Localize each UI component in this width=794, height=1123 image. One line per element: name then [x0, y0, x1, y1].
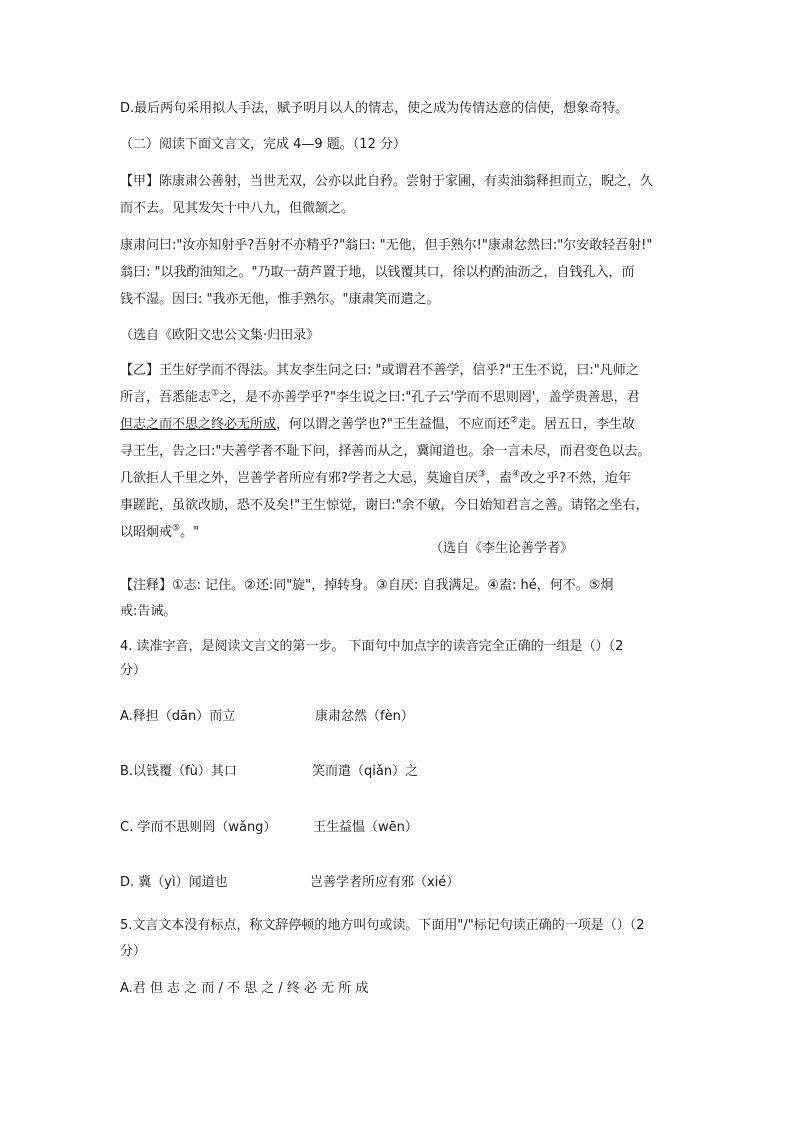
footnote-mark: ④ [512, 469, 521, 480]
passage-yi-line: 寻王生，告之曰:"夫善学者不耻下问，择善而从之，冀闻道也。余一言未尽，而君变色以去。 [120, 444, 651, 459]
text-segment: 之，是不亦善学乎?"李生说之曰:"孔子云'学而不思则罔'，盖学贵善思，君 [219, 390, 640, 405]
question-5-stem: 5.文言文本没有标点，称文辞停顿的地方叫句或读。下面用"/"标记句读正确的一项是（）（2 [120, 918, 645, 933]
text-segment: 所言，吾悉能志 [120, 390, 212, 405]
text-segment: 改之乎?不然，迨年 [520, 471, 631, 486]
passage-yi-line: 事蹉跎，虽欲改励，恐不及矣!"王生惊觉，谢曰:"余不敏，今日始知君言之善。请铭之坐右， [120, 498, 649, 513]
option-a-right: 康肃忿然（fèn） [315, 709, 414, 724]
option-c-right: 王生益愠（wēn） [313, 820, 418, 835]
footnote-mark: ⑤ [172, 523, 181, 534]
footnote-mark: ② [509, 415, 518, 426]
passage-yi-source: （选自《李生论善学者》 [430, 541, 574, 556]
option-b-right: 笑而遣（qiǎn）之 [312, 764, 419, 779]
passage-jia-line: 【甲】陈康肃公善射，当世无双，公亦以此自矜。尝射于家圃，有卖油翁释担而立，睨之，久 [120, 174, 654, 189]
passage-jia-line: 钱不湿。因曰: "我亦无他，惟手熟尔。"康肃笑而遣之。 [120, 292, 440, 307]
question-4-option-a [120, 703, 695, 731]
underlined-sentence: 但志之而不思之终必无所成 [120, 417, 277, 432]
question-4-option-c [120, 814, 695, 842]
text-segment: ，盍 [485, 471, 512, 486]
text-segment: 。" [180, 525, 200, 540]
option-d-left: D. 冀（yì）闻道也 [120, 875, 228, 890]
question-5-option-a: A.君 但 志 之 而 / 不 思 之 / 终 必 无 所 成 [120, 981, 369, 996]
passage-jia-line: 而不去。见其发矢十中八九，但微颔之。 [120, 201, 355, 216]
section-heading: （二）阅读下面文言文，完成 4—9 题。（12 分） [120, 137, 406, 152]
notes-line: 【注释】①志: 记住。②还:同"旋"，掉转身。③自厌: 自我满足。④盍: hé，何不。⑤炯 [120, 578, 614, 593]
option-d-right: 岂善学者所应有邪（xié） [310, 875, 460, 890]
passage-yi-line [120, 411, 695, 439]
question-5-stem: 分） [120, 944, 147, 959]
option-a-left: A.释担（dān）而立 [120, 709, 236, 724]
passage-yi-line: 【乙】王生好学而不得法。其友李生问之曰: "或谓君不善学，信乎?"王生不说，曰:"凡师之 [120, 363, 639, 378]
footnote-mark: ① [211, 388, 220, 399]
question-4-stem: 分） [120, 663, 147, 678]
option-c-left: C. 学而不思则罔（wǎng） [120, 820, 277, 835]
option-d-line: D.最后两句采用拟人手法，赋予明月以人的情志，使之成为传情达意的信使，想象奇特。 [120, 101, 629, 116]
passage-jia-source: （选自《欧阳文忠公文集·归田录》 [120, 328, 320, 343]
passage-yi-line [120, 465, 695, 493]
passage-yi-line [120, 384, 695, 412]
text-segment: 几欲拒人千里之外，岂善学者所应有邪?学者之大忌，莫逾自厌 [120, 471, 478, 486]
passage-jia-line: 康肃问曰:"汝亦知射乎?吾射不亦精乎?"翁曰: "无他，但手熟尔!"康肃忿然曰:"尔安敢轻吾射!" [120, 238, 653, 253]
notes-line: 戒:告诫。 [120, 604, 177, 619]
option-b-left: B.以钱覆（fù）其口 [120, 764, 237, 779]
footnote-mark: ③ [477, 469, 486, 480]
question-4-stem: 4. 读准字音，是阅读文言文的第一步。 下面句中加点字的读音完全正确的一组是（）（2 [120, 639, 624, 654]
text-segment: ，何以谓之善学也?"王生益愠，不应而还 [276, 417, 510, 432]
question-4-option-b [120, 758, 695, 786]
passage-jia-line: 翁曰: "以我酌油知之。"乃取一葫芦置于地，以钱覆其口，徐以杓酌油沥之，自钱孔入，而 [120, 265, 635, 280]
text-segment: 走。居五日，李生故 [517, 417, 635, 432]
question-4-option-d [120, 869, 695, 897]
text-segment: 以昭炯戒 [120, 525, 173, 540]
